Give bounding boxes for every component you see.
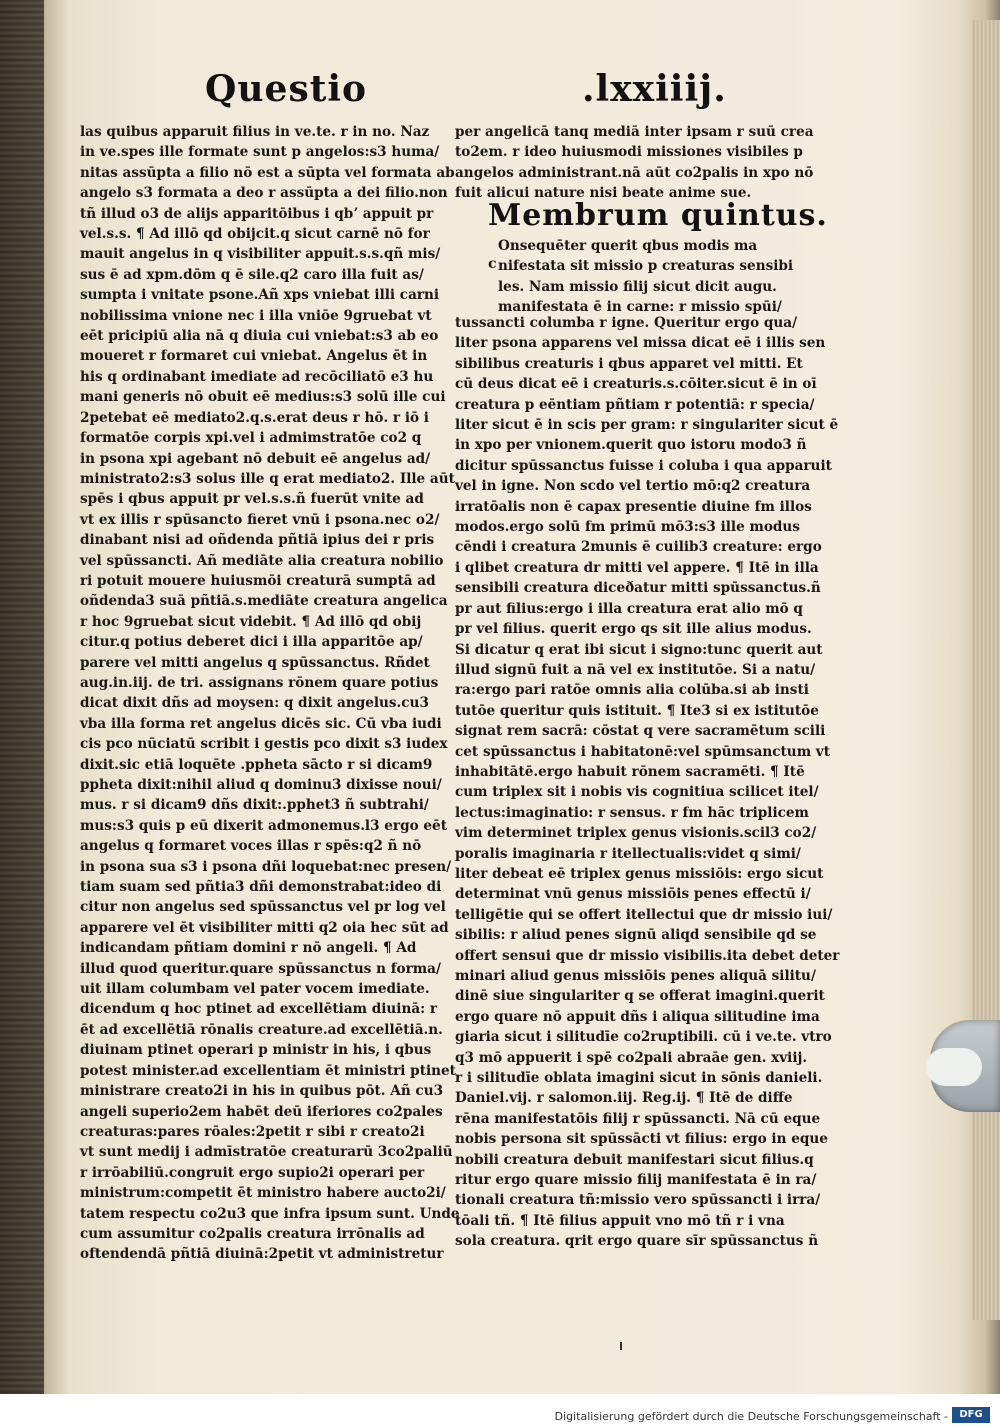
text-line: mani generis nō obuit eē medius:s3 solū ille cui	[80, 389, 446, 406]
text-line: citur non angelus sed spūssanctus vel pr log vel	[80, 899, 446, 916]
dfg-logo: DFG	[952, 1407, 990, 1423]
text-line: mauit angelus in q visibiliter appuit.s.s.qñ mis/	[80, 246, 441, 263]
text-line: potest minister.ad excellentiam ēt ministri ptinet	[80, 1062, 456, 1079]
text-line: vel in igne. Non scdo vel tertio mō:q2 creatura	[455, 478, 811, 495]
text-line: r hoc 9gruebat sicut videbit. ¶ Ad illō qd obij	[80, 613, 422, 630]
text-line: dicat dixit dñs ad moysen: q dixit angelus.cu3	[80, 695, 429, 712]
text-line: sumpta i vnitate psone.Añ xps vniebat illi carni	[80, 287, 440, 304]
text-line: liter sicut ē in scis per gram: r singulariter sicut ē	[455, 417, 839, 434]
text-line: eēt pricipiū alia nā q diuia cui vniebat:s3 ab eo	[80, 328, 439, 345]
text-line: minari aliud genus missiōis penes aliquā silitu/	[455, 968, 816, 984]
text-line: nitas assūpta a filio nō est a sūpta vel formata ab	[80, 164, 455, 181]
text-line: fuit alicui nature nisi beate anime sue.	[455, 185, 752, 202]
text-line: nifestata sit missio p creaturas sensibi	[498, 258, 794, 275]
text-line: apparere vel ēt visibiliter mitti q2 oia hec sūt ad	[80, 919, 449, 936]
text-line: nobis persona sit spūssācti vt filius: ergo in eque	[455, 1131, 828, 1148]
text-line: i qlibet creatura dr mitti vel appere. ¶ Itē in illa	[455, 559, 819, 576]
text-line: Si dicatur q erat ibi sicut i signo:tunc querit aut	[455, 641, 823, 658]
text-line: q3 mō appuerit i spē co2pali abraāe gen. xviij.	[455, 1049, 808, 1066]
text-line: cēndi i creatura 2munis ē cuilib3 creature: ergo	[455, 539, 822, 556]
book-spine-edge	[0, 0, 44, 1394]
text-line: vel.s.s. ¶ Ad illō qd obijcit.q sicut carnē nō for	[80, 226, 430, 243]
printer-mark	[620, 1342, 622, 1350]
text-line: tussancti columba r igne. Queritur ergo qua/	[455, 315, 798, 331]
text-line: irratōalis non ē capax presentie diuine fm illos	[455, 498, 812, 515]
page-stack-edge	[972, 20, 1000, 1320]
text-line: signat rem sacrā: cōstat q vere sacramētum scili	[455, 723, 826, 740]
text-line: ergo quare nō appuit dñs i aliqua silitudine ima	[455, 1008, 820, 1025]
right-column-top	[455, 122, 814, 204]
text-line: indicandam pñtiam domini r nō angeli. ¶ Ad	[80, 940, 417, 957]
text-line: tiam suam sed pñtia3 dñi demonstrabat:ideo di	[80, 879, 442, 896]
text-line: oftendendā pñtiā diuinā:2petit vt administretur	[80, 1246, 444, 1263]
text-line: aug.in.iij. de tri. assignans rōnem quare potius	[80, 674, 439, 691]
text-line: pr vel filius. querit ergo qs sit ille alius modus.	[455, 621, 812, 638]
text-line: vim determinet triplex genus visionis.scil3 co2/	[455, 825, 817, 842]
left-text-column	[80, 122, 460, 1265]
text-line: diuinam ptinet operari p ministr in his, i qbus	[80, 1042, 432, 1059]
text-line: uit illam columbam vel pater vocem imediate.	[80, 981, 430, 998]
text-line: in psona sua s3 i psona dñi loquebat:nec presen/	[80, 858, 452, 875]
right-text-column	[455, 313, 839, 1252]
text-line: in xpo per vnionem.querit quo istoru modo3 ñ	[455, 437, 807, 454]
text-line: dinabant nisi ad oñdenda pñtiā ipius dei r pris	[80, 532, 435, 549]
text-line: ministrato2:s3 solus ille q erat mediato2. Ille aūt	[80, 470, 455, 487]
initial-letter: c	[488, 256, 497, 272]
text-line: tñ illud o3 de alijs apparitōibus i qbʼ appuit pr	[80, 205, 434, 222]
text-line: pr aut filius:ergo i illa creatura erat alio mō q	[455, 600, 803, 617]
text-line: cet spūssanctus i habitatonē:vel spūmsanctum vt	[455, 743, 830, 760]
text-line: lectus:imaginatio: r sensus. r fm hāc triplicem	[455, 804, 809, 821]
text-line: cū deus dicat eē i creaturis.s.cōiter.sicut ē in oī	[455, 376, 817, 393]
section-heading: Membrum quintus.	[488, 198, 828, 233]
text-line: ritur ergo quare missio filij manifestata ē in ra/	[455, 1172, 817, 1189]
text-line: angelo s3 formata a deo r assūpta a dei filio.non	[80, 185, 448, 202]
text-line: oñdenda3 suā pñtiā.s.mediāte creatura angelica	[80, 593, 448, 610]
text-line: giaria sicut i silitudīe co2ruptibili. cū i ve.te. vtro	[455, 1029, 832, 1046]
text-line: tatem respectu co2u3 que infra ipsum sunt. Unde	[80, 1205, 460, 1222]
text-line: angeli superio2em habēt deū iferiores co2pales	[80, 1103, 443, 1120]
text-line: tōali tñ. ¶ Itē filius appuit vno mō tñ r i vna	[455, 1212, 785, 1229]
text-line: sola creatura. qrit ergo quare sīr spūssanctus ñ	[455, 1233, 819, 1250]
text-line: 2petebat eē mediato2.q.s.erat deus r hō. r iō i	[80, 409, 429, 426]
text-line: sensibili creatura diceðatur mitti spūssanctus.ñ	[455, 580, 821, 597]
text-line: mus:s3 quis p eū dixerit admonemus.l3 ergo eēt	[80, 817, 447, 834]
text-line: ra:ergo pari ratōe omnis alia colūba.si ab insti	[455, 682, 809, 699]
text-line: ēt ad excellētiā rōnalis creature.ad excellētiā.n.	[80, 1021, 443, 1038]
text-line: citur.q potius deberet dici i illa apparitōe ap/	[80, 634, 423, 651]
text-line: cis pco nūciatū scribit i gestis pco dixit s3 iudex	[80, 736, 448, 753]
text-line: dinē siue singulariter q se offerat imagini.querit	[455, 988, 825, 1005]
text-line: liter psona apparens vel missa dicat eē i illis sen	[455, 335, 826, 352]
book-clamp-hole	[926, 1048, 982, 1086]
text-line: angelus q formaret voces illas r spēs:q2 ñ nō	[80, 838, 422, 855]
funding-credit: Digitalisierung gefördert durch die Deutsche Forschungsgemeinschaft -	[554, 1410, 948, 1423]
text-line: cum triplex sit i nobis vis cognitiua scilicet itel/	[455, 784, 819, 801]
text-line: vt ex illis r spūsancto fieret vnū i psona.nec o2/	[80, 511, 440, 528]
text-line: ri potuit mouere huiusmōi creaturā sumptā ad	[80, 572, 436, 589]
text-line: nobilissima vnione nec i illa vniōe 9gruebat vt	[80, 307, 432, 324]
text-line: las quibus apparuit filius in ve.te. r in no. Naz	[80, 124, 430, 140]
text-line: vt sunt medij i admīstratōe creaturarū 3co2paliū	[80, 1144, 453, 1161]
text-line: poralis imaginaria r itellectualis:videt q simi/	[455, 845, 801, 862]
right-column-intro	[498, 236, 793, 318]
text-line: offert sensui que dr missio visibilis.ita debet deter	[455, 947, 840, 964]
text-line: modos.ergo solū fm primū mō3:s3 ille modus	[455, 519, 800, 536]
text-line: his q ordinabant imediate ad recōciliatō e3 hu	[80, 368, 434, 385]
text-line: formatōe corpis xpi.vel i admimstratōe co2 q	[80, 430, 422, 447]
text-line: cum assumitur co2palis creatura irrōnalis ad	[80, 1225, 425, 1242]
text-line: per angelicā tanq mediā inter ipsam r suū crea	[455, 124, 814, 140]
text-line: vba illa forma ret angelus dicēs sic. Cū vba iudi	[80, 715, 442, 732]
text-line: sibilibus creaturis i qbus apparet vel mitti. Et	[455, 355, 803, 372]
text-line: ministrare creato2i in his in quibus pōt. Añ cu3	[80, 1083, 444, 1100]
text-line: in psona xpi agebant nō debuit eē angelus ad/	[80, 450, 431, 467]
text-line: to2em. r ideo huiusmodi missiones visibiles p	[455, 144, 803, 161]
text-line: sibilis: r aliud penes signū aliqd sensibile qd se	[455, 927, 817, 944]
text-line: ppheta dixit:nihil aliud q dominu3 dixisse noui/	[80, 777, 442, 793]
text-line: r i silitudīe oblata imagini sicut in sōnis danieli.	[455, 1070, 823, 1087]
running-header-left: Questio	[205, 68, 368, 110]
text-line: creatura p eēntiam pñtiam r potentiā: r specia/	[455, 396, 815, 413]
text-line: in ve.spes ille formate sunt p angelos:s3 huma/	[80, 144, 440, 161]
text-line: parere vel mitti angelus q spūssanctus. Rñdet	[80, 654, 430, 671]
text-line: ministrum:competit ēt ministro habere aucto2i/	[80, 1185, 446, 1202]
folio-number: .lxxiiij.	[582, 68, 727, 110]
text-line: manifestata ē in carne: r missio spūi/	[498, 299, 782, 316]
text-line: angelos administrant.nā aūt co2palis in xpo nō	[455, 164, 814, 181]
text-line: telligētie qui se offert itellectui que dr missio iui/	[455, 906, 833, 923]
text-line: dixit.sic etiā loquēte .ppheta sācto r si dicam9	[80, 756, 433, 773]
text-line: r irrōabiliū.congruit ergo supio2i operari per	[80, 1164, 425, 1181]
text-line: vel spūssancti. Añ mediāte alia creatura nobilio	[80, 552, 444, 569]
text-line: illud quod queritur.quare spūssanctus n forma/	[80, 960, 441, 977]
text-line: moueret r formaret cui vniebat. Angelus ēt in	[80, 348, 428, 365]
text-line: mus. r si dicam9 dñs dixit:.pphet3 ñ subtrahi/	[80, 797, 429, 814]
text-line: tionali creatura tñ:missio vero spūssancti i irra/	[455, 1192, 821, 1209]
text-line: illud signū fuit a nā vel ex institutōe. Si a natu/	[455, 661, 816, 678]
text-line: nobili creatura debuit manifestari sicut filius.q	[455, 1151, 814, 1168]
text-line: dicitur spūssanctus fuisse i coluba i qua apparuit	[455, 457, 832, 474]
text-line: Daniel.vij. r salomon.iij. Reg.ij. ¶ Itē de diffe	[455, 1090, 793, 1107]
text-line: liter debeat eē triplex genus missiōis: ergo sicut	[455, 865, 824, 882]
text-line: determinat vnū genus missiōis penes effectū i/	[455, 886, 811, 903]
text-line: creaturas:pares rōales:2petit r sibi r creato2i	[80, 1123, 425, 1140]
text-line: sus ē ad xpm.dōm q ē sile.q2 caro illa fuit as/	[80, 266, 424, 283]
text-line: inhabitātē.ergo habuit rōnem sacramēti. ¶ Itē	[455, 763, 805, 780]
text-line: spēs i qbus appuit pr vel.s.s.ñ fuerūt vnite ad	[80, 491, 424, 508]
text-line: rēna manifestatōis filij r spūssancti. Nā cū eque	[455, 1110, 821, 1127]
text-line: dicendum q hoc ptinet ad excellētiam diuinā: r	[80, 1001, 438, 1018]
text-line: les. Nam missio filij sicut dicit augu.	[498, 278, 777, 295]
text-line: tutōe queritur quis istituit. ¶ Ite3 si ex istitutōe	[455, 702, 819, 719]
text-line: Onsequēter querit qbus modis ma	[498, 238, 758, 254]
